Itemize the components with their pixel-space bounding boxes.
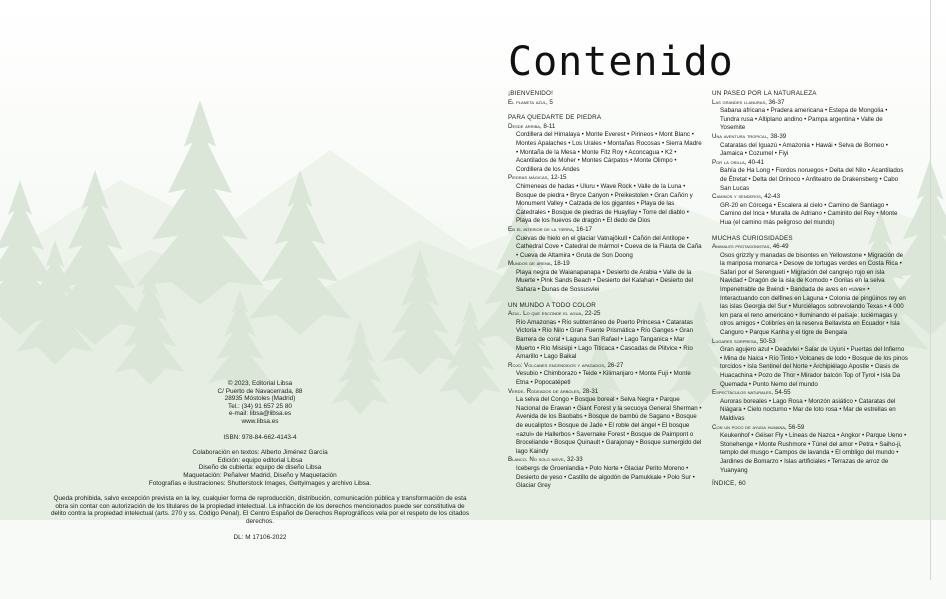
legal-text: Queda prohibida, salvo excepción prevista en la ley, cualquier forma de reproducción, distribución, comunicación pública y transformación de esta obra sin contar con autorización de los titulares de la propiedad intelectual. La infracción de los derechos mencionados puede ser constitutiva de delito contra la propiedad intelectual (arts. 270 y ss. Código Penal). El Centro Español de Derechos Reprográficos vela por el respeto de los citados derechos. [50,495,470,525]
toc-items: Playa negra de Waianapanapa • Desierto de Arabia • Valle de la Muerte • Pink Sands Beach • Desierto del Kalahari • Desierto del Sahara • Dunas de Sossusvlei [516,268,694,294]
toc-items: Keukenhof • Géiser Fly • Líneas de Nazca • Angkor • Parque Ueno • Stonehenge • Monte Rushmore • Túnel del amor • Petra • Saiho-ji, templo del musgo • Campos de lavanda • El ombligo del mundo • Jardines de Bomarzo • Islas artificiales • Terrazas de arroz de Yuanyang [720,432,907,474]
toc-items: Chimeneas de hadas • Uluru • Wave Rock • Valle de la Luna • Bosque de piedra • Bryce Canyon • Preikestolen • Gran Cañón y Monument Valley • Calzada de los gigantes • Playa de las Catedrales • Bosque de piedras de Huayllay • Torre del diablo • Playa de los huevos de dragón • El dedo de Dios [516,182,693,225]
toc-section-heading[interactable]: UN MUNDO A TODO COLOR [508,301,596,309]
toc-items: Cordillera del Himalaya • Monte Everest • Pirineos • Mont Blanc • Montes Apalaches • Los Urales • Montañas Rocosas • Sierra Madre • Montaña de la Mesa • Monte Fitz Roy • Aconcagua • K2 • Acantilados de Moher • Montes Cárpatos • Monte Olimpo • Cordillera de los Andes [516,131,702,173]
toc-items: Cuevas de hielo en el glaciar Vatnajökull • Cañón del Antílope • Cathedral Cove • Catedral de mármol • Cueva de la Flauta de Caña • Cueva de Altamira • Gruta de Son Doong [516,234,702,259]
credit-line: Diseño de cubierta: equipo de diseño Libsa [198,464,322,472]
toc-subsection-heading[interactable]: Mundos de arena, 18-19 [508,260,570,268]
toc-subsection-heading[interactable]: Caminos y senderos, 42-43 [712,193,781,201]
toc-items: La selva del Congo • Bosque boreal • Selva Negra • Parque Nacional de Erawan • Giant Forest y la secuoya General Sherman • Avenida de los Baobabs • Bosque de bambú de Sagano • Bosque de eucaliptos • Bosque de Jade • El roble del ángel • El bosque «azul» de Hallerbos • Savernake Forest • Bosque de Paimpont o Broceliande • Bosque Quinault • Garajonay • Bosque sumergido del lago Kaindy [516,396,702,455]
toc-subsection-heading[interactable]: Con un poco de ayuda humana, 56-59 [712,423,805,431]
toc-subsection-heading[interactable]: Rojo: Volcanes encendidos y apagados, 26-27 [508,361,624,369]
legal-deposit: DL: M 17106-2022 [233,533,287,541]
credit-line: Fotografías e ilustraciones: Shutterstock Images, Gettyimages y archivo Libsa. [148,479,372,487]
toc-subsection-heading[interactable]: Una aventura tropical, 38-39 [712,132,787,140]
toc-section-heading[interactable]: MUCHAS CURIOSIDADES [712,234,793,242]
credit-line: Maquetación: Peñalver Madrid, Diseño y Maquetación [183,471,337,479]
toc-subsection-heading[interactable]: Animales protagonistas, 46-49 [712,243,789,251]
toc-section [508,90,704,107]
publisher-info [50,380,470,426]
toc-items: Gran agujero azul • Deadvlei • Salar de Uyuni • Puertas del Infierno • Mina de Naica • Río Tinto • Volcanes de lodo • Bosque de los pinos torcidos • Isla Sentinel del Norte • Archipiélago Apostle • Oasis de Huacachina • Pozo de Thor • Mirador balcón Top of Tyrol • Isla Da Quemada • Punto Nemo del mundo [720,346,908,388]
toc-subsection-heading[interactable]: Blanco. No solo nieve, 32-33 [508,456,583,464]
toc-column-right [712,90,908,489]
toc-items: Río Amazonas • Río subterráneo de Puerto Princesa • Cataratas Victoria • Río Nilo • Gran Fuente Prismática • Río Ganges • Gran Barrera de coral • Laguna San Rafael • Lago Tanganica • Mar Muerto • Río Misisipi • Lago Titicaca • Cascadas de Plitvice • Río Amarillo • Lago Baikal [516,318,694,361]
toc-subsection-heading[interactable]: Verde. Rodeados de árboles, 28-31 [508,387,599,395]
publisher-line: www.libsa.es [241,417,279,425]
toc-section-heading[interactable]: UN PASEO POR LA NATURALEZA [712,90,817,97]
toc-index-entry[interactable]: ÍNDICE, 60 [712,480,746,488]
toc-subsection-heading[interactable]: El planeta azul, 5 [508,98,553,106]
toc-section-heading[interactable]: ¡BIENVENIDO! [508,90,554,97]
publisher-line: © 2023, Editorial Libsa [227,380,293,387]
toc-subsection-heading[interactable]: Desde arriba, 8-11 [508,122,556,130]
toc-subsection-heading[interactable]: En el interior de la tierra, 16-17 [508,225,592,233]
toc-items: Osos grizzly y manadas de bisontes en Yellowstone • Migración de la mariposa monarca • Desove de tortugas verdes en Costa Rica • Safari por el Serengueti • Migración del cangrejo rojo en isla Navidad • Dragón de la isla de Komodo • Gorilas en la selva Impenetrable de Bwindi • Bandada de aves en «uve» • Interactuando con delfines en Laguna • Colonia de pingüinos rey en las islas Georgia del Sur • Murciélagos sobrevolando Texas • 4 000 km para el reno americano • Iluminando el paisaje: luciérnagas y otros amigos • Colibríes en la reserva Bellavista en Ecuador • Isla Canguro • Parque Kanha y el tigre de Bengala [720,251,906,337]
credits [50,449,470,487]
toc-section [508,302,704,491]
toc-subsection-heading[interactable]: Espectáculos naturales, 54-55 [712,389,791,397]
toc-items: Icebergs de Groenlandia • Polo Norte • Glaciar Perito Moreno • Desierto de yeso • Castillo de algodón de Pamukkale • Polo Sur • Glaciar Grey [516,464,695,490]
toc-subsection-heading[interactable]: Lugares sorpresa, 50-53 [712,337,776,345]
toc-section [508,114,704,294]
toc-items: GR-20 en Córcega • Escalera al cielo • Camino de Santiago • Camino del Inca • Muralla de Adriano • Caminito del Rey • Monte Hua (el camino más peligroso del mundo) [720,201,898,226]
publisher-line: C/ Puerto de Navacerrada, 88 [217,387,303,395]
legal-notice [50,495,470,525]
page-title: Contenido [508,39,734,85]
toc-section [712,235,908,476]
credit-line: Colaboración en textos: Alberto Jiménez García [192,449,328,457]
publisher-line: e-mail: libsa@libsa.es [228,410,292,418]
toc-items: Sabana africana • Pradera americana • Estepa de Mongolia • Tundra rusa • Altiplano andino • Pampa argentina • Valle de Yosemite [720,107,888,132]
publisher-line: Tel.: (34) 91 657 25 80 [228,402,292,410]
page-edge [930,0,931,580]
toc-column-left [508,90,704,491]
toc-items: Cataratas del Iguazú • Amazonia • Hawái • Selva de Borneo • Jamaica • Cozumel • Fiyi [720,141,888,158]
toc-subsection-heading[interactable]: Piedras mágicas, 12-15 [508,174,567,182]
toc-section [712,90,908,228]
imprint-block [50,380,470,549]
credit-line: Edición: equipo editorial Libsa [217,456,303,464]
toc-section-heading[interactable]: PARA QUEDARTE DE PIEDRA [508,114,602,122]
toc-subsection-heading[interactable]: Por la orilla, 40-41 [712,158,764,166]
toc-items: Auroras boreales • Lago Rosa • Monzón asiático • Cataratas del Niágara • Cielo nocturno • Mar de loto rosa • Mar de estrellas en Maldivas [720,397,896,422]
publisher-line: 28935 Móstoles (Madrid) [224,395,296,403]
toc-items: Bahía de Ha Long • Fiordos noruegos • Delta del Nilo • Acantilados de Étretat • Delta del Orinoco • Anfiteatro de Drakensberg • Cabo San Lucas [720,167,904,192]
toc-items: Vesubio • Chimborazo • Teide • Kilimanjaro • Monte Fuji • Monte Etna • Popocatépetl [516,370,691,386]
isbn: ISBN: 978-84-662-4143-4 [223,433,297,441]
toc-subsection-heading[interactable]: Azul. Lo que esconde el agua, 22-25 [508,310,601,318]
toc-subsection-heading[interactable]: Las grandes llanuras, 36-37 [712,98,785,106]
